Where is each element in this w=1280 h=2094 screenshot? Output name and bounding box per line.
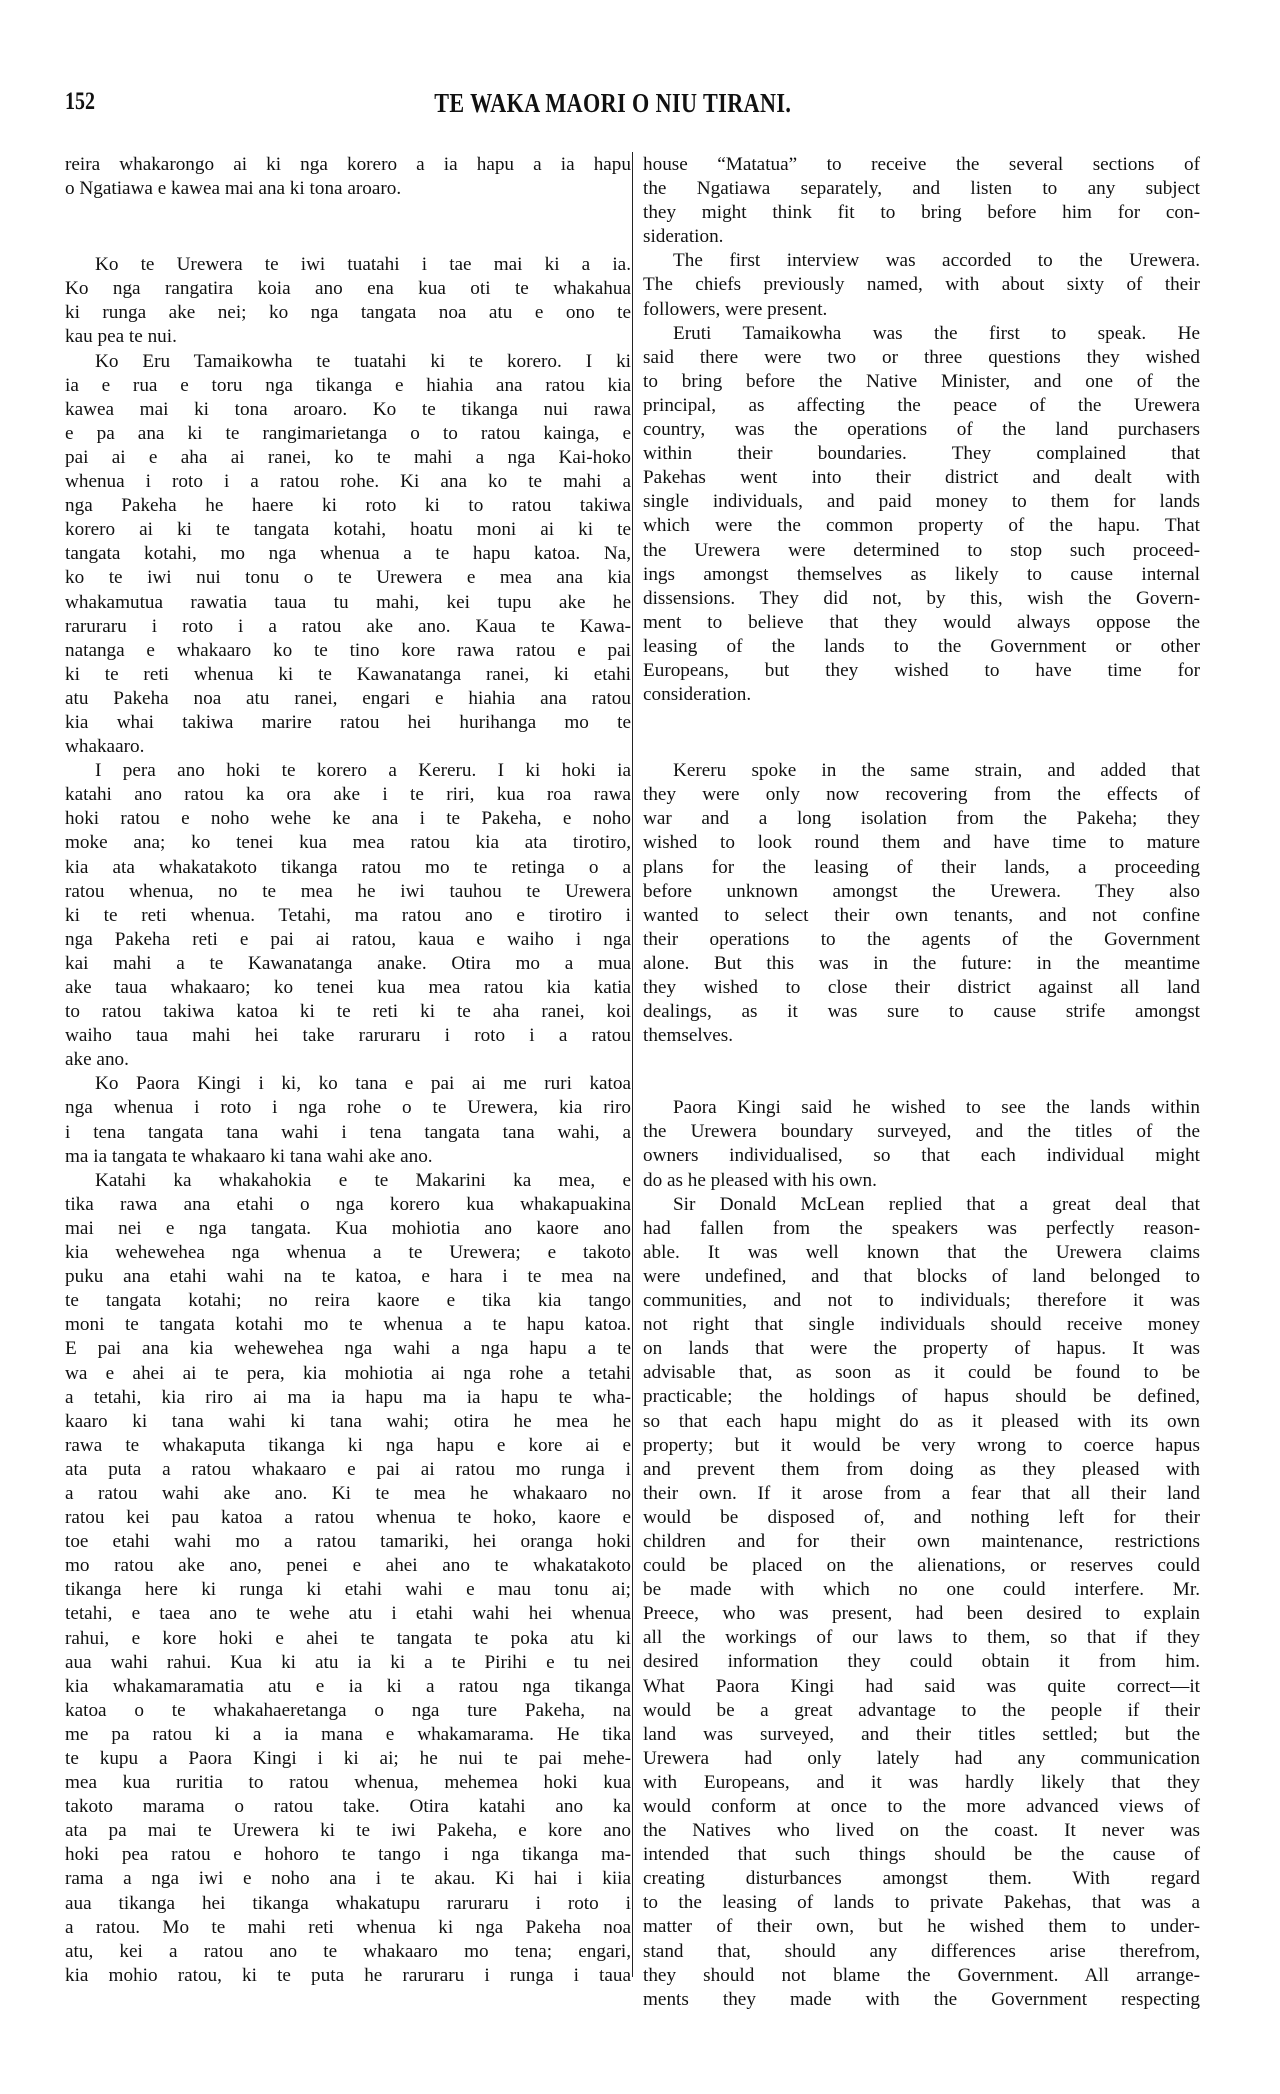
text-line: What Paora Kingi had said was quite correct—it [643, 1675, 1200, 1697]
text-line: Eruti Tamaikowha was the first to speak. He [673, 322, 1200, 344]
text-line: on lands that were the property of hapus. It was [643, 1338, 1200, 1360]
text-line: before unknown amongst the Urewera. They also [643, 880, 1200, 902]
text-line: kia ata whakatakoto tikanga ratou mo te retinga o a [65, 856, 631, 878]
text-line: property; but it would be very wrong to coerce hapus [643, 1434, 1200, 1456]
text-line: dissensions. They did not, by this, wish the Govern- [643, 587, 1200, 609]
paragraph [65, 759, 631, 1072]
text-line: they should not blame the Government. All arrange- [643, 1964, 1200, 1986]
paragraph [643, 153, 1200, 249]
text-line: Ko Eru Tamaikowha te tuatahi ki te korero. I ki [95, 350, 631, 372]
text-line: land was surveyed, and their titles settled; but the [643, 1723, 1200, 1745]
text-line: kia mohio ratou, ki te puta he raruraru i runga i taua [65, 1964, 631, 1986]
text-line: te tangata kotahi; no reira kaore e tika kia tango [65, 1290, 631, 1312]
text-line: would be a great advantage to the people if their [643, 1699, 1200, 1721]
right-column [643, 153, 1200, 2012]
text-line: the Urewera boundary surveyed, and the titles of the [643, 1121, 1200, 1143]
text-line: had fallen from the speakers was perfectly reason- [643, 1217, 1200, 1239]
text-line: ma ia tangata te whakaaro ki tana wahi ake ano. [65, 1145, 433, 1167]
text-line: kia wehewehea nga whenua a te Urewera; e takoto [65, 1242, 631, 1264]
text-line: ment to believe that they would always oppose the [643, 611, 1200, 633]
text-line: were undefined, and that blocks of land belonged to [643, 1265, 1200, 1287]
text-line: kai mahi a te Kawanatanga anake. Otira mo a mua [65, 952, 631, 974]
text-line: with Europeans, and it was hardly likely that they [643, 1771, 1200, 1793]
text-line: kia whakamaramatia atu e ia ki a ratou nga tikanga [65, 1675, 631, 1697]
text-line: Pakehas went into their district and dealt with [643, 467, 1200, 489]
text-line: Ko nga rangatira koia ano ena kua oti te whakahua [65, 278, 631, 300]
text-line: war and a long isolation from the Pakeha; they [643, 808, 1200, 830]
text-line: desired information they could obtain it from him. [643, 1651, 1200, 1673]
paragraph [65, 350, 631, 760]
text-line: wanted to select their own tenants, and not confine [643, 904, 1200, 926]
text-line: principal, as affecting the peace of the Urewera [643, 394, 1200, 416]
text-line: would conform at once to the more advanced views of [643, 1796, 1200, 1817]
text-line: kau pea te nui. [65, 326, 177, 348]
text-line: whenua i roto i a ratou rohe. Ki ana ko te mahi a [65, 471, 631, 493]
text-line: ratou whenua, no te mea he iwi tauhou te Urewera [65, 880, 631, 902]
text-line: atu Pakeha noa atu ranei, engari e hiahia ana ratou [65, 687, 631, 709]
text-line: rawa te whakaputa tikanga ki nga hapu e kore ai e [65, 1434, 631, 1456]
text-line: said there were two or three questions they wished [643, 346, 1200, 368]
text-line: do as he pleased with his own. [643, 1169, 877, 1191]
text-line: leasing of the lands to the Government or other [643, 635, 1200, 657]
text-line: takoto marama o ratou take. Otira katahi ano ka [65, 1796, 631, 1818]
text-line: hoki ratou e noho wehe ke ana i te Pakeha, e noho [65, 808, 631, 830]
text-line: ments they made with the Government respecting [643, 1988, 1200, 2010]
text-line: not right that single individuals should receive money [643, 1314, 1200, 1336]
text-line: could be placed on the alienations, or reserves could [643, 1555, 1200, 1577]
text-line: Kereru spoke in the same strain, and added that [673, 760, 1200, 782]
text-line: to the leasing of lands to private Pakehas, that was a [643, 1892, 1200, 1914]
text-line: moke ana; ko tenei kua mea ratou kia ata tirotiro, [65, 832, 631, 854]
text-line: I pera ano hoki te korero a Kereru. I ki hoki ia [95, 760, 631, 782]
text-line: tetahi, e taea ano te wehe atu i etahi wahi hei whenua [65, 1603, 631, 1625]
text-line: advisable that, as soon as it could be found to be [643, 1362, 1200, 1384]
text-line: nga Pakeha reti e pai ai ratou, kaua e waiho i nga [65, 928, 631, 950]
text-line: rahui, e kore hoki e ahei te tangata te poka atu ki [65, 1627, 631, 1649]
text-line: katahi ano ratou ka ora ake i te riri, kua roa rawa [65, 784, 631, 806]
text-line: Europeans, but they wished to have time for [643, 659, 1200, 681]
text-line: within their boundaries. They complained that [643, 443, 1200, 465]
page-number: 152 [65, 88, 95, 115]
text-line: intended that such things should be the cause of [643, 1844, 1200, 1866]
paragraph [643, 1193, 1200, 2012]
text-line: practicable; the holdings of hapus should be defined, [643, 1386, 1200, 1408]
paragraph [643, 249, 1200, 321]
text-line: country, was the operations of the land purchasers [643, 419, 1200, 441]
text-line: ata pa mai te Urewera ki te iwi Pakeha, e kore ano [65, 1820, 631, 1842]
text-line: The first interview was accorded to the Urewera. [673, 250, 1200, 272]
text-line: mai nei e nga tangata. Kua mohiotia ano kaore ano [65, 1217, 631, 1239]
paragraph [65, 253, 631, 349]
text-line: toe etahi wahi mo a ratou tamariki, hei oranga hoki [65, 1531, 631, 1553]
paragraph-gap [643, 707, 1200, 759]
text-line: nga Pakeha he haere ki roto ki to ratou takiwa [65, 495, 631, 517]
text-line: their own. If it arose from a fear that all their land [643, 1482, 1200, 1504]
text-line: ko te iwi nui tonu o te Urewera e mea ana kia [65, 567, 631, 589]
paragraph [65, 153, 631, 201]
text-line: nga whenua i roto i nga rohe o te Urewera, kia riro [65, 1097, 631, 1119]
page-header [65, 88, 1200, 122]
text-line: ratou kei pau katoa a ratou whenua te hoko, kaore e [65, 1507, 631, 1529]
text-line: be made with which no one could interfere. Mr. [643, 1579, 1200, 1601]
text-line: plans for the leasing of their lands, a proceeding [643, 856, 1200, 878]
page-title-text: TE WAKA MAORI O NIU TIRANI. [433, 88, 792, 118]
text-line: the Natives who lived on the coast. It never was [643, 1820, 1200, 1842]
text-line: aua tikanga hei tikanga whakatupu raruraru i roto i [65, 1892, 631, 1914]
text-line: matter of their own, but he wished them to under- [643, 1916, 1200, 1938]
text-line: katoa o te whakahaeretanga o nga ture Pakeha, na [65, 1699, 631, 1721]
text-line: me pa ratou ki a ia mana e whakamarama. He tika [65, 1723, 631, 1745]
text-line: ki runga ake nei; ko nga tangata noa atu e ono te [65, 302, 631, 324]
text-line: alone. But this was in the future: in the meantime [643, 952, 1200, 974]
text-line: pai ai e aha ai ranei, ko te mahi a nga Kai-hoko [65, 446, 631, 468]
text-line: they were only now recovering from the effects of [643, 784, 1200, 806]
text-line: tikanga here ki runga ki etahi wahi e mau tonu ai; [65, 1579, 631, 1601]
text-line: and prevent them from doing as they pleased with [643, 1458, 1200, 1480]
text-line: kia whai takiwa marire ratou hei hurihanga mo te [65, 711, 631, 733]
text-line: puku ana etahi wahi na te katoa, e hara i te mea na [65, 1266, 631, 1288]
text-line: Ko Paora Kingi i ki, ko tana e pai ai me ruri katoa [95, 1073, 631, 1095]
text-line: ki te reti whenua ki te Kawanatanga ranei, ki etahi [65, 663, 631, 685]
text-line: mo ratou ake ano, penei e ahei ano te whakatakoto [65, 1555, 631, 1577]
text-line: mea kua ruritia to ratou whenua, mehemea hoki kua [65, 1772, 631, 1794]
column-divider [632, 152, 633, 1977]
text-line: whakamutua rawatia taua tu mahi, kei tupu ake he [65, 591, 631, 613]
left-column [65, 153, 631, 1988]
paragraph-gap [643, 1048, 1200, 1096]
text-line: so that each hapu might do as it pleased with its own [643, 1410, 1200, 1432]
text-line: o Ngatiawa e kawea mai ana ki tona aroaro. [65, 178, 402, 200]
text-line: ake ano. [65, 1049, 129, 1071]
text-line: followers, were present. [643, 298, 828, 320]
text-line: kaaro ki tana wahi ki tana wahi; otira he mea he [65, 1410, 631, 1432]
text-line: which were the common property of the hapu. That [643, 515, 1200, 537]
text-line: ki te reti whenua. Tetahi, ma ratou ano e tirotiro i [65, 904, 631, 926]
text-line: tika rawa ana etahi o nga korero kua whakapuakina [65, 1193, 631, 1215]
text-line: atu, kei a ratou ano te whakaaro mo tena; engari, [65, 1940, 631, 1962]
text-line: creating disturbances amongst them. With regard [643, 1868, 1200, 1890]
paragraph [65, 1169, 631, 1988]
text-line: ake taua whakaaro; ko tenei kua mea ratou kia katia [65, 977, 631, 998]
text-line: moni te tangata kotahi mo te whenua a te hapu katoa. [65, 1314, 631, 1336]
text-line: E pai ana kia wehewehea nga wahi a nga hapu a te [65, 1338, 631, 1360]
text-line: korero ai ki te tangata kotahi, hoatu moni ai ki te [65, 519, 631, 541]
text-line: wa e ahei ai te pera, kia mohiotia ai nga rohe a tetahi [65, 1362, 631, 1384]
text-line: whakaaro. [65, 736, 145, 758]
text-line: tangata kotahi, mo nga whenua a te hapu katoa. Na, [65, 543, 631, 565]
page-title [65, 88, 1200, 119]
text-line: ata puta a ratou whakaaro e pai ai ratou mo runga i [65, 1458, 631, 1480]
text-line: Ko te Urewera te iwi tuatahi i tae mai ki a ia. [95, 254, 631, 276]
text-line: a tetahi, kia riro ai ma ia hapu ma ia hapu te wha- [65, 1386, 631, 1408]
text-line: aua wahi rahui. Kua ki atu ia ki a te Pirihi e tu nei [65, 1651, 631, 1673]
text-line: their operations to the agents of the Government [643, 928, 1200, 950]
text-line: Sir Donald McLean replied that a great deal that [673, 1193, 1200, 1215]
text-line: i tena tangata tana wahi i tena tangata tana wahi, a [65, 1121, 631, 1143]
text-line: rama a nga iwi e noho ana i te akau. Ki hai i kiia [65, 1868, 631, 1890]
text-line: able. It was well known that the Urewera claims [643, 1241, 1200, 1263]
text-line: they wished to close their district against all land [643, 977, 1200, 998]
text-line: the Ngatiawa separately, and listen to any subject [643, 178, 1200, 200]
text-line: natanga e whakaaro ko te tino kore rawa ratou e pai [65, 639, 631, 661]
text-line: to bring before the Native Minister, and one of the [643, 370, 1200, 392]
text-line: owners individualised, so that each individual might [643, 1145, 1200, 1167]
text-line: reira whakarongo ai ki nga korero a ia hapu a ia hapu [65, 154, 631, 175]
paragraph [643, 759, 1200, 1048]
text-line: single individuals, and paid money to them for lands [643, 491, 1200, 513]
text-line: communities, and not to individuals; therefore it was [643, 1290, 1200, 1312]
text-line: Katahi ka whakahokia e te Makarini ka mea, e [95, 1169, 631, 1191]
text-line: Paora Kingi said he wished to see the lands within [673, 1097, 1200, 1119]
text-line: e pa ana ki te rangimarietanga o to ratou kainga, e [65, 422, 631, 444]
paragraph [643, 1096, 1200, 1192]
text-line: Urewera had only lately had any communication [643, 1747, 1200, 1769]
text-line: The chiefs previously named, with about sixty of their [643, 274, 1200, 296]
text-line: consideration. [643, 684, 752, 706]
text-line: sideration. [643, 226, 724, 248]
text-line: all the workings of our laws to them, so that if they [643, 1627, 1200, 1649]
text-line: kawea mai ki tona aroaro. Ko te tikanga nui rawa [65, 398, 631, 420]
text-line: wished to look round them and have time to mature [643, 832, 1200, 854]
text-line: hoki pea ratou e hohoro te tango i nga tikanga ma- [65, 1844, 631, 1866]
text-line: house “Matatua” to receive the several sections of [643, 154, 1200, 175]
text-line: they might think fit to bring before him for con- [643, 202, 1200, 224]
text-line: ings amongst themselves as likely to cause internal [643, 563, 1200, 585]
text-line: Preece, who was present, had been desired to explain [643, 1603, 1200, 1625]
text-line: themselves. [643, 1025, 734, 1047]
text-line: children and for their own maintenance, restrictions [643, 1530, 1200, 1552]
paragraph-gap [65, 201, 631, 253]
text-line: dealings, as it was sure to cause strife amongst [643, 1001, 1200, 1023]
text-line: stand that, should any differences arise therefrom, [643, 1940, 1200, 1962]
text-line: a ratou. Mo te mahi reti whenua ki nga Pakeha noa [65, 1916, 631, 1938]
text-line: te kupu a Paora Kingi i ki ai; he nui te pai mehe- [65, 1748, 631, 1769]
text-line: a ratou wahi ake ano. Ki te mea he whakaaro no [65, 1482, 631, 1504]
paragraph [65, 1072, 631, 1168]
paragraph [643, 322, 1200, 708]
text-line: would be disposed of, and nothing left for their [643, 1506, 1200, 1528]
text-line: ia e rua e toru nga tikanga e hiahia ana ratou kia [65, 374, 631, 396]
text-line: waiho taua mahi hei take raruraru i roto i a ratou [65, 1025, 631, 1047]
text-line: to ratou takiwa katoa ki te reti ki te aha ranei, koi [65, 1001, 631, 1023]
text-line: the Urewera were determined to stop such proceed- [643, 539, 1200, 561]
text-line: raruraru i roto i a ratou ake ano. Kaua te Kawa- [65, 615, 631, 637]
